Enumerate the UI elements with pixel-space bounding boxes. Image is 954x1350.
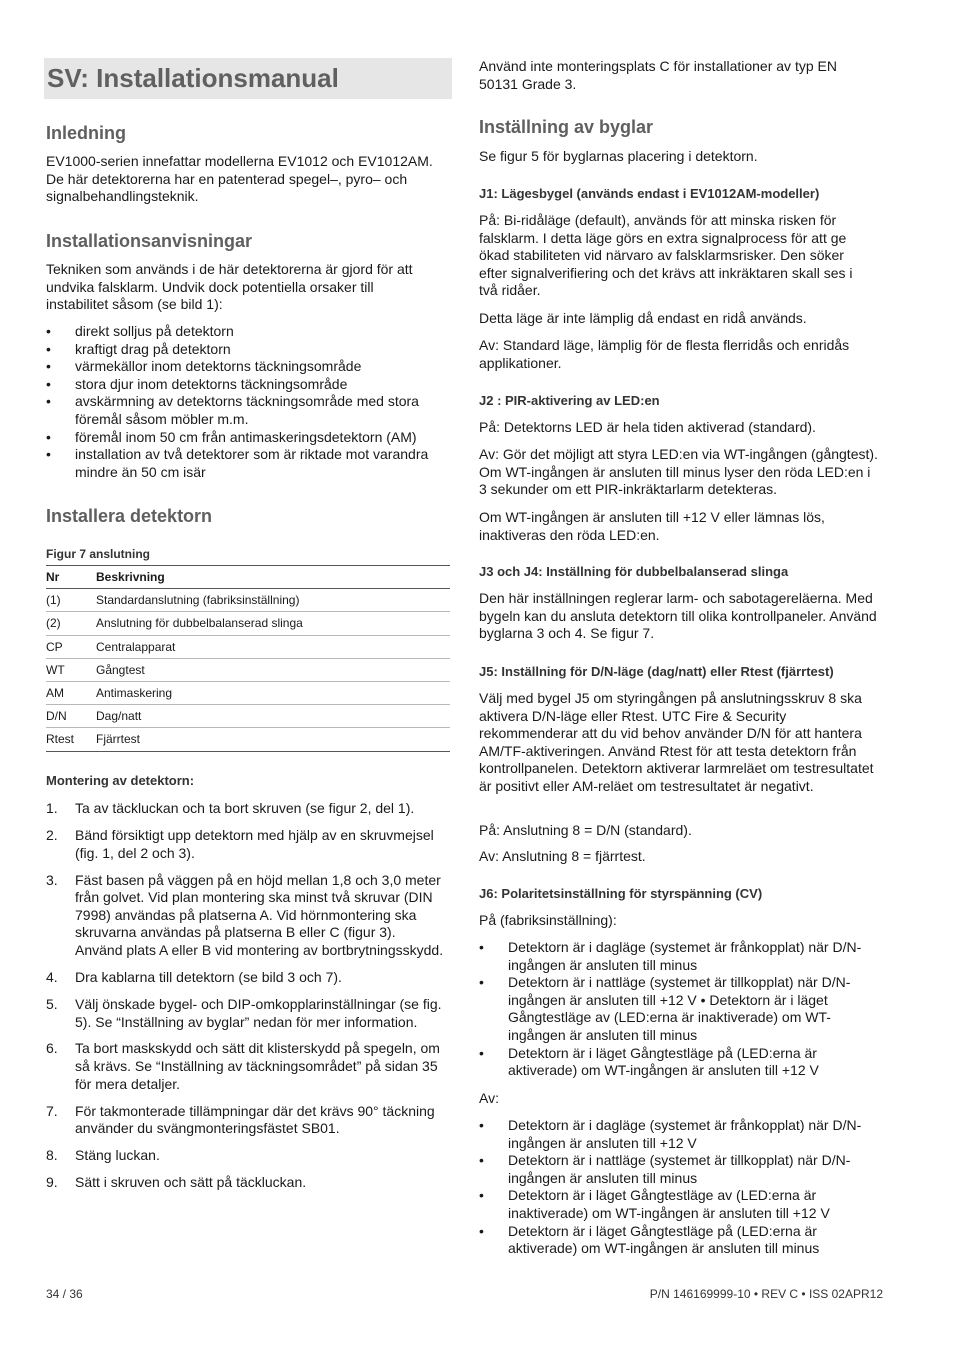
list-item: 2. Bänd försiktigt upp detektorn med hjälp av en skruvmejsel (fig. 1, del 2 och 3). [46, 826, 434, 861]
table-row: (2) Anslutning för dubbelbalanserad slinga [46, 612, 450, 635]
list-item: 5. Välj önskade bygel- och DIP-omkopplarinställningar (se fig. 5). Se “Inställning av byglar” nedan för mer information. [46, 995, 442, 1030]
page-number: 34 / 36 [46, 1287, 83, 1301]
j1-text-2: Detta läge är inte lämplig då endast en ridå används. [479, 310, 807, 326]
list-item: • Detektorn är i dagläge (systemet är frånkopplat) när D/N-ingången är ansluten till +12 V [479, 1117, 862, 1151]
inledning-text: EV1000-serien innefattar modellerna EV1012 och EV1012AM. De här detektorerna har en patenterad spegel–, pyro– och signalbehandlingsteknik. [46, 153, 433, 205]
heading-installationsanvisningar: Installationsanvisningar [46, 231, 253, 251]
byglar-ref: Se figur 5 för byglarnas placering i detektorn. [479, 148, 758, 164]
column-header-nr: Nr [46, 566, 96, 589]
list-item: • Detektorn är i läget Gångtestläge på (LED:erna är aktiverade) om WT-ingången är ansluten till minus [479, 1222, 820, 1257]
heading-j5: J5: Inställning för D/N-läge (dag/natt) eller Rtest (fjärrtest) [479, 664, 834, 679]
list-item: • avskärmning av detektorns täckningsområde med stora föremål såsom möbler m.m. [46, 393, 419, 427]
j1-text-3: Av: Standard läge, lämplig för de flesta flerridås och enridås applikationer. [479, 337, 850, 371]
instability-list [46, 323, 446, 481]
j6-pa-list [479, 939, 874, 1080]
heading-j2: J2 : PIR-aktivering av LED:en [479, 393, 660, 408]
list-item: • installation av två detektorer som är riktade mot varandra mindre än 50 cm isär [46, 446, 429, 480]
j3j4-text: Den här inställningen reglerar larm- och sabotagereläerna. Med bygeln kan du ansluta detektorn till olika kontrollpaneler. Använd byglarna 3 och 4. Se figur 7. [479, 590, 877, 642]
table-row: CP Centralapparat [46, 635, 450, 658]
mounting-steps [46, 800, 446, 1201]
list-item: • föremål inom 50 cm från antimaskeringsdetektorn (AM) [46, 428, 417, 445]
heading-inledning: Inledning [46, 123, 126, 143]
list-item: • Detektorn är i nattläge (systemet är tillkopplat) när D/N-ingången är ansluten till minus [479, 1152, 851, 1186]
j2-text-3: Om WT-ingången är ansluten till +12 V eller lämnas lös, inaktiveras den röda LED:en. [479, 509, 825, 543]
page-title: SV: Installationsmanual [44, 58, 452, 99]
list-item: • stora djur inom detektorns täckningsområde [46, 375, 348, 392]
heading-j3-j4: J3 och J4: Inställning för dubbelbalanserad slinga [479, 564, 789, 579]
list-item: • direkt solljus på detektorn [46, 323, 234, 339]
heading-montering: Montering av detektorn: [46, 773, 195, 788]
list-item: • Detektorn är i nattläge (systemet är tillkopplat) när D/N-ingången är ansluten till +12 V • Detektorn är i läget Gångtestläge av (LED:erna är inaktiverade) om WT-ingången är ansluten till minus [479, 974, 851, 1043]
heading-j1: J1: Lägesbygel (används endast i EV1012AM-modeller) [479, 186, 820, 201]
figure-caption: Figur 7 anslutning [46, 547, 150, 561]
anvisningar-text: Tekniken som används i de här detektorerna är gjord för att undvika falsklarm. Undvik dock potentiella orsaker till instabilitet såsom (se bild 1): [46, 261, 413, 313]
connection-table [46, 565, 450, 752]
list-item: 9. Sätt i skruven och sätt på täckluckan. [46, 1174, 307, 1191]
list-item: 4. Dra kablarna till detektorn (se bild 3 och 7). [46, 968, 342, 985]
j6-av-label: Av: [479, 1090, 499, 1106]
heading-j6: J6: Polaritetsinställning för styrspänning (CV) [479, 886, 763, 901]
j5-text-1: Välj med bygel J5 om styringången på anslutningsskruv 8 ska aktivera D/N-läge eller Rtest. UTC Fire & Security rekommenderar att du vid behov använder D/N för att hantera AM/TF-aktiveringen. Använd Rtest för att testa detektorn från kontrollpanelen. Detektorn aktiverar larmreläet om testresultatet är positivt eller AM-reläet om testresultatet är negativt. [479, 690, 874, 794]
list-item: 6. Ta bort maskskydd och sätt dit klisterskydd på spegeln, om så krävs. Se “Inställning av täckningsområdet” på sidan 35 för mera detaljer. [46, 1040, 440, 1092]
list-item: 7. För takmonterade tillämpningar där det krävs 90° täckning använder du svängmonteringsfästet SB01. [46, 1102, 435, 1137]
list-item: • Detektorn är i dagläge (systemet är frånkopplat) när D/N-ingången är ansluten till minus [479, 939, 862, 973]
list-item: • kraftigt drag på detektorn [46, 340, 231, 357]
list-item: 3. Fäst basen på väggen på en höjd mellan 1,8 och 3,0 meter från golvet. Vid plan montering ska minst två skruvar (DIN 7998) användas på platserna A. Vid hörnmontering ska skruvarna användas på platserna B eller C (figur 3). Använd plats A eller B vid montering av bortbrytningsskydd. [46, 871, 444, 958]
list-item: • Detektorn är i läget Gångtestläge på (LED:erna är aktiverade) om WT-ingången är ansluten till +12 V [479, 1044, 819, 1079]
j5-text-2: På: Anslutning 8 = D/N (standard). [479, 822, 692, 838]
j1-text-1: På: Bi-ridåläge (default), används för att minska risken för falsklarm. I detta läge görs en extra signalprocess för att ge ökad stabiliteten vid närvaro av falsklarmsrisker. Den söker efter signalverifiering och det krävs att inkräktaren skall ses i två ridåer. [479, 212, 853, 299]
table-row: Rtest Fjärrtest [46, 728, 450, 751]
list-item: • värmekällor inom detektorns täckningsområde [46, 358, 362, 375]
table-row: (1) Standardanslutning (fabriksinställning) [46, 589, 450, 612]
part-number: P/N 146169999-10 • REV C • ISS 02APR12 [649, 1287, 883, 1301]
list-item: 8. Stäng luckan. [46, 1147, 160, 1164]
j5-text-3: Av: Anslutning 8 = fjärrtest. [479, 848, 646, 864]
j6-av-list [479, 1117, 874, 1258]
j6-pa-label: På (fabriksinställning): [479, 912, 617, 928]
table-row: D/N Dag/natt [46, 705, 450, 728]
table-row: WT Gångtest [46, 658, 450, 681]
list-item: • Detektorn är i läget Gångtestläge av (LED:erna är inaktiverade) om WT-ingången är ansluten till +12 V [479, 1187, 830, 1221]
j2-text-2: Av: Gör det möjligt att styra LED:en via WT-ingången (gångtest). Om WT-ingången är ansluten till minus lyser den röda LED:en i 3 sekunder om ett PIR-inkräktarlarm detekteras. [479, 446, 878, 498]
table-row: AM Antimaskering [46, 681, 450, 704]
heading-installning-av-byglar: Inställning av byglar [479, 117, 654, 137]
j2-text-1: På: Detektorns LED är hela tiden aktiverad (standard). [479, 419, 816, 435]
heading-installera-detektorn: Installera detektorn [46, 506, 213, 526]
intro-text: Använd inte monteringsplats C för installationer av typ EN 50131 Grade 3. [479, 58, 837, 92]
list-item: 1. Ta av täckluckan och ta bort skruven (se figur 2, del 1). [46, 800, 415, 816]
table-header-row [46, 566, 450, 589]
column-header-beskrivning: Beskrivning [96, 566, 450, 589]
